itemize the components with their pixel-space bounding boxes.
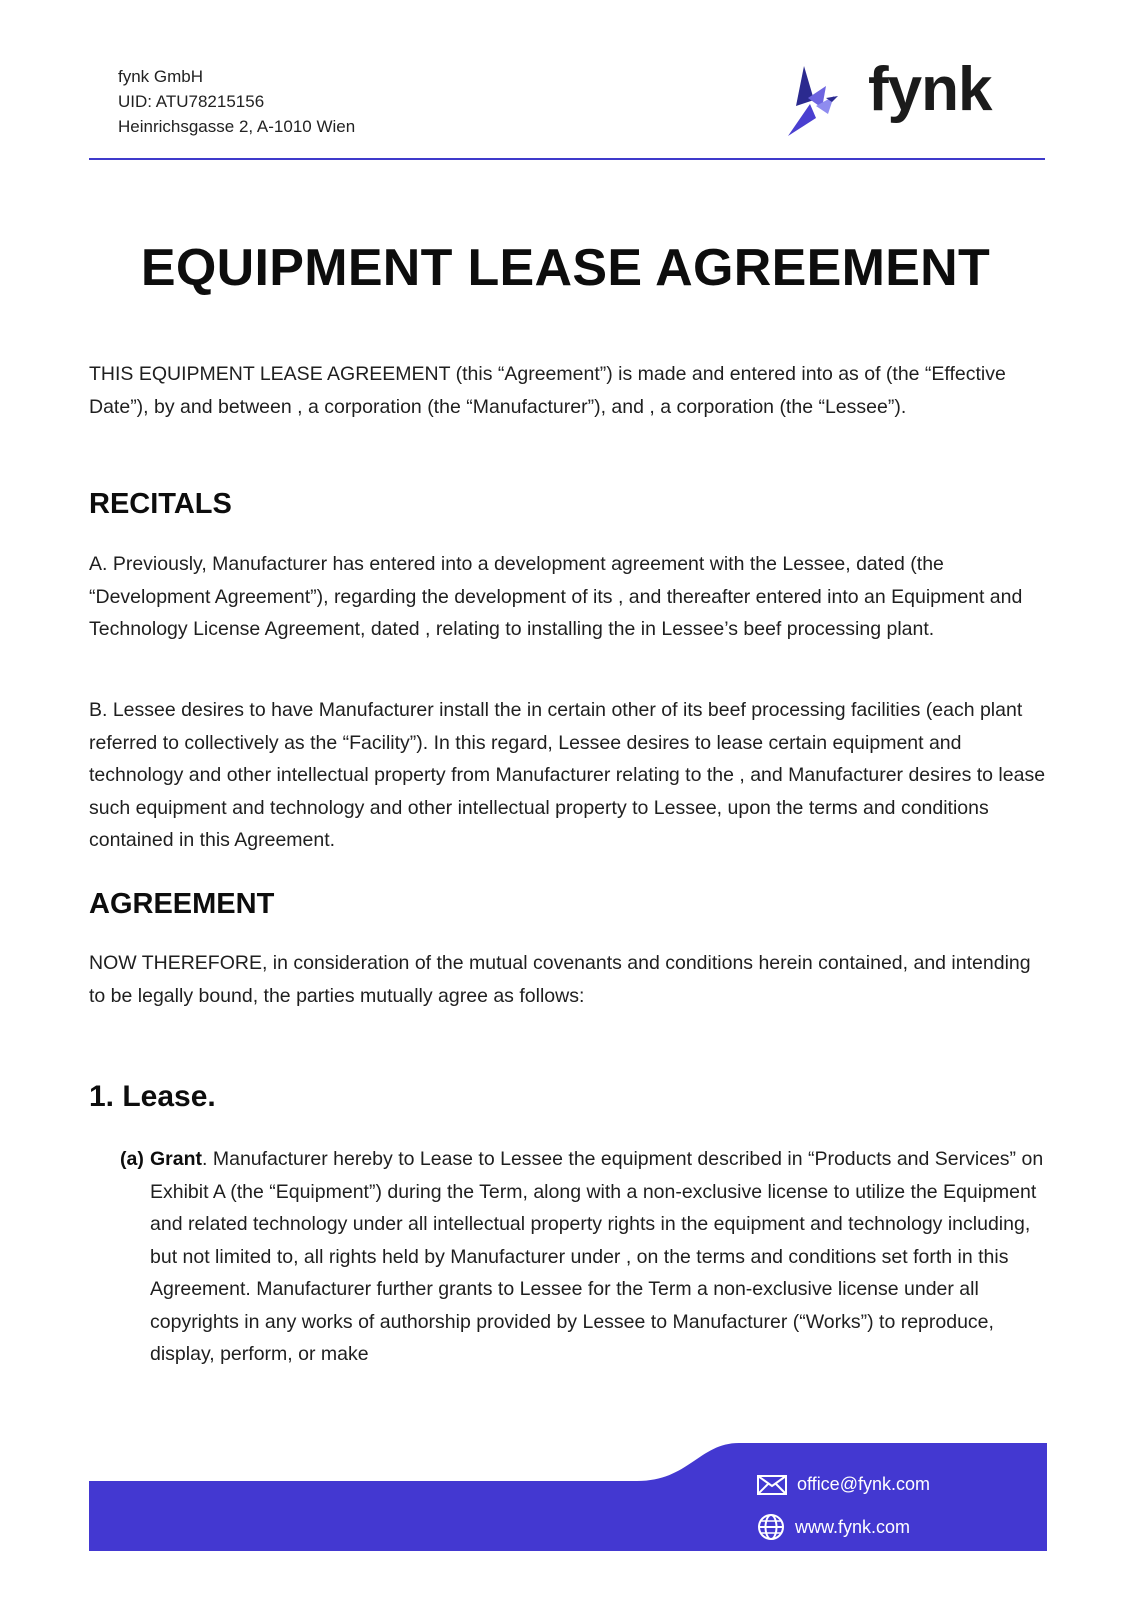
company-address: Heinrichsgasse 2, A-1010 Wien [118, 117, 356, 136]
clause-1a [120, 1143, 1048, 1371]
agreement-paragraph: NOW THEREFORE, in consideration of the mutual covenants and conditions herein contained, and intending to be legally bound, the parties mutually agree as follows: [89, 952, 1031, 1007]
document-title: EQUIPMENT LEASE AGREEMENT [140, 239, 991, 297]
company-info [118, 64, 355, 139]
recital-a: A. Previously, Manufacturer has entered into a development agreement with the Lessee, dated (the “Development Agreement”), regarding the development of its , and thereafter entered into an Equipment and Technology License Agreement, dated , relating to installing the in Lessee’s beef processing plant. [89, 553, 1023, 640]
clause-1a-title: Grant [150, 1148, 203, 1170]
logo-wordmark: fynk [868, 55, 992, 124]
clause-1a-text: . Manufacturer hereby to Lease to Lessee the equipment described in “Products and Services” on Exhibit A (the “Equipment”) during the Term, along with a non-exclusive license to utilize the Equipment and related technology under all intellectual property rights in the equipment and technology including, but not limited to, all rights held by Manufacturer under , on the terms and conditions set forth in this Agreement. Manufacturer further grants to Lessee for the Term a non-exclusive license under all copyrights in any works of authorship provided by Lessee to Manufacturer (“Works”) to reproduce, display, perform, or make [150, 1148, 1044, 1365]
footer-website-text: www.fynk.com [795, 1516, 911, 1537]
recitals-heading: RECITALS [89, 488, 232, 520]
agreement-heading: AGREEMENT [89, 888, 275, 920]
globe-icon [757, 1513, 785, 1541]
clause-1a-marker: (a) [120, 1148, 144, 1170]
recital-b: B. Lessee desires to have Manufacturer install the in certain other of its beef processing facilities (each plant referred to collectively as the “Facility”). In this regard, Lessee desires to lease certain equipment and technology and other intellectual property from Manufacturer relating to the , and Manufacturer desires to lease such equipment and technology and other intellectual property to Lessee, upon the terms and conditions contained in this Agreement. [89, 699, 1046, 851]
section-1-heading: 1. Lease. [89, 1080, 216, 1113]
envelope-icon [757, 1475, 787, 1495]
fynk-logo [806, 55, 1006, 142]
company-name: fynk GmbH [118, 67, 204, 86]
footer-website[interactable] [757, 1513, 910, 1541]
intro-paragraph: THIS EQUIPMENT LEASE AGREEMENT (this “Agreement”) is made and entered into as of (the “Effective Date”), by and between , a corporation (the “Manufacturer”), and , a corporation (the “Lessee”). [89, 363, 1006, 418]
footer-email[interactable] [757, 1474, 930, 1495]
header-divider [89, 158, 1045, 160]
company-uid: UID: ATU78215156 [118, 92, 265, 111]
bird-logo-icon [786, 62, 856, 142]
footer-email-text: office@fynk.com [797, 1474, 930, 1494]
